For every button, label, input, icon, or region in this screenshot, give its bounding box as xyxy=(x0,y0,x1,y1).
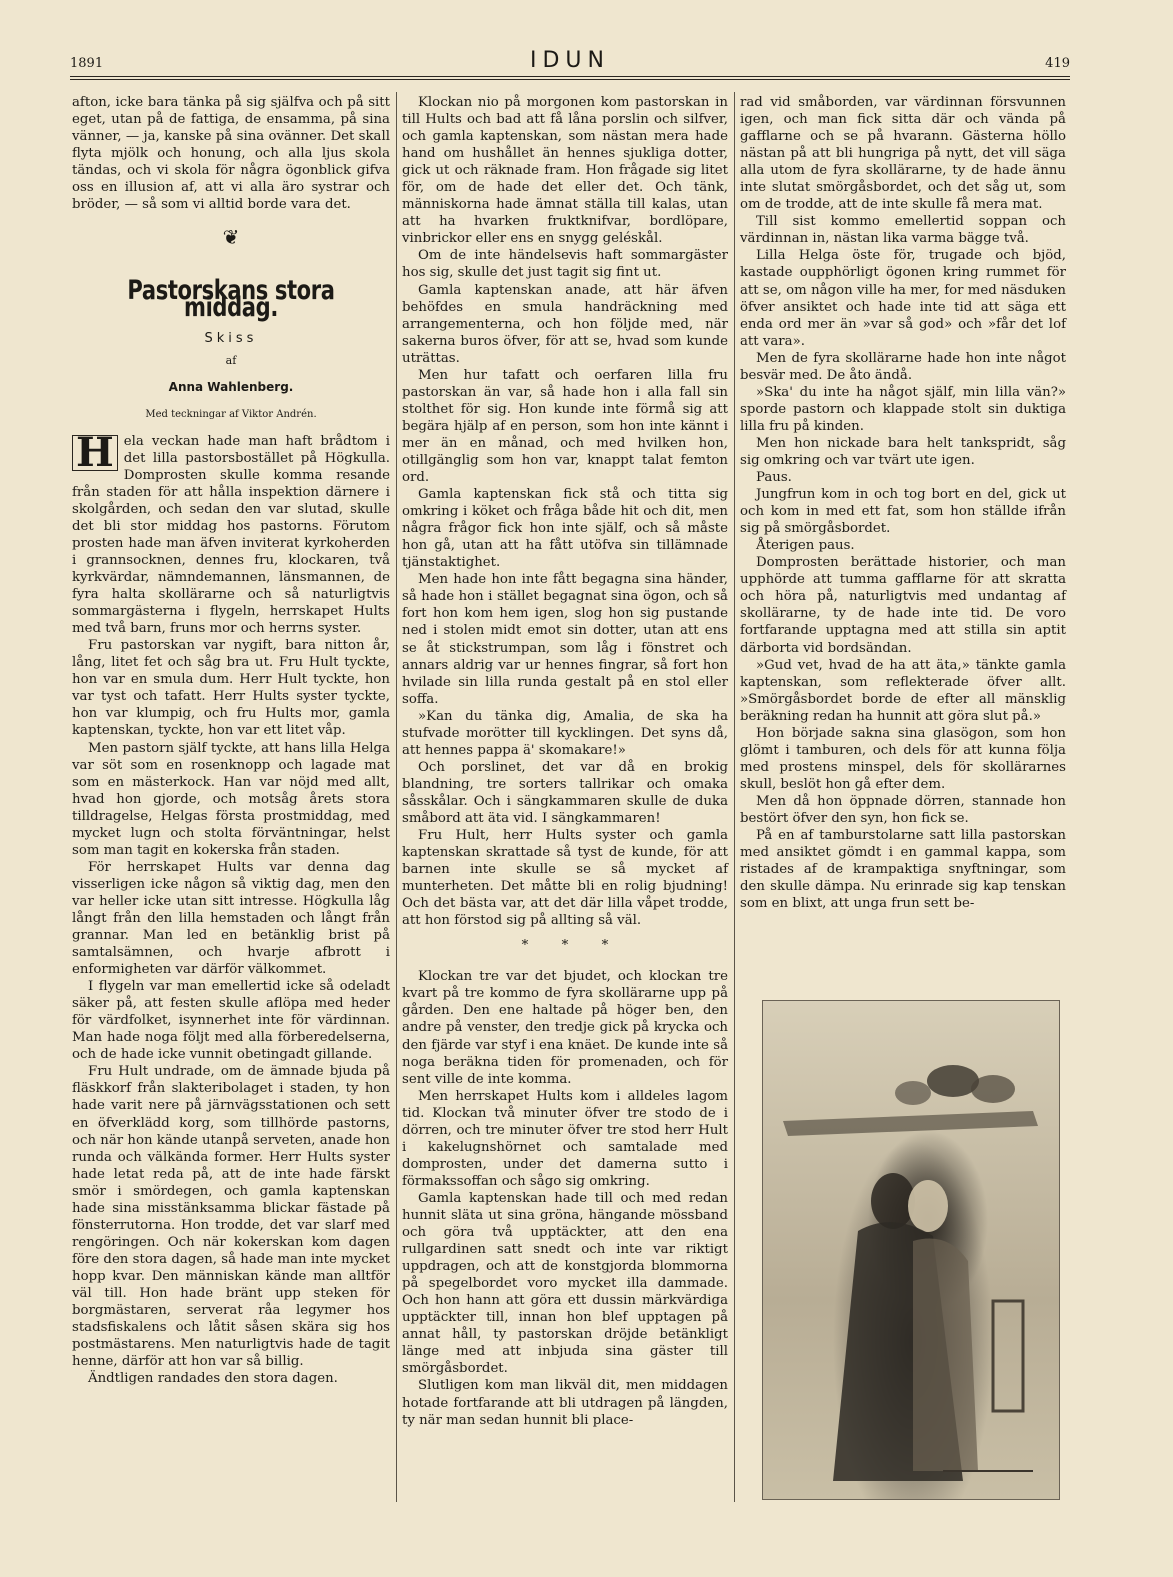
page-header xyxy=(70,48,1070,78)
star-mark: * xyxy=(561,938,569,954)
paragraph: Lilla Helga öste för, trugade och bjöd, kastade oupphörligt ögonen kring rummet för att se, om någon ville ha mer, for med näsduken öfver ansiktet och hade inte tid att säga ett enda ord mer än »var så god» och »får det lof att vara». xyxy=(740,248,1066,349)
column-divider xyxy=(734,92,735,1502)
paragraph: Till sist kommo emellertid soppan och värdinnan in, nästan lika varma bägge två. xyxy=(740,214,1066,247)
first-paragraph xyxy=(72,428,390,638)
paragraph: Slutligen kom man likväl dit, men middagen hotade fortfarande att bli utdragen på längden, ty när man sedan hunnit bli place- xyxy=(402,1378,728,1428)
page-number: 419 xyxy=(1045,56,1070,71)
author-name: Anna Wahlenberg. xyxy=(168,379,294,394)
paragraph: Gamla kaptenskan fick stå och titta sig omkring i köket och fråga både hit och dit, men några frågor fick hon inte själf, och så måste hon gå, utan att ha fått utöfva sin tillämnade tjänstaktighet. xyxy=(402,487,728,571)
star-mark: * xyxy=(601,938,609,954)
paragraph: Återigen paus. xyxy=(756,538,855,554)
paragraph: Men hade hon inte fått begagna sina händer, så hade hon i stället begagnat sina ögon, och så fort hon kom hem igen, slog hon sig pustande ned i stolen midt emot sin dotter, utan att ens se åt stickstrumpan, som låg i fönstret och annars aldrig var ur hennes fingrar, så fort hon hvilade sin lilla runda gestalt på en stol eller soffa. xyxy=(402,572,728,707)
column-3 xyxy=(740,94,1066,912)
paragraph: Och porslinet, det var då en brokig blandning, tre sorters tallrikar och omaka såsskålar. Och i sängkammaren skulle de duka småbord att äta vid. I sängkammaren! xyxy=(402,759,728,826)
paragraph: »Ska' du inte ha något själf, min lilla vän?» sporde pastorn och klappade stolt sin duktiga lilla fru på kinden. xyxy=(740,384,1066,434)
paragraph: rad vid småborden, var värdinnan försvunnen igen, och man fick sitta där och vända på gafflarne och se på hvarann. Gästerna höllo nästan på att bli hungriga på nytt, det vill säga alla utom de fyra skollärarne, ty de hade ännu inte slutat smörgåsbordet, och det såg ut, som om de trodde, att de inte skulle få mera mat. xyxy=(740,95,1066,213)
byline-af: af xyxy=(225,353,237,367)
section-break xyxy=(402,937,728,954)
intro-paragraph: afton, icke bara tänka på sig själfva och på sitt eget, utan på de fattiga, de ensamma, på sina vänner, — ja, kanske på sina ovänner. Det skall flyta mjölk och honung, och alla ljus skola tändas, och vi skola för några ögonblick gifva oss en illusion af, att vi alla äro systrar och bröder, — så som vi alltid borde vara det. xyxy=(72,95,390,213)
paragraph: Domprosten berättade historier, och man upphörde att tumma gafflarne för att skratta och höra på, naturligtvis med undantag af skollärarne, ty de hade inte tid. De voro fortfarande upptagna med att stilla sin aptit därborta vid bordsändan. xyxy=(740,555,1066,656)
paragraph: Fru Hult, herr Hults syster och gamla kaptenskan skrattade så tyst de kunde, för att barnen inte skulle se så mycket af munterheten. Det måtte bli en rolig bjudning! Och det bästa var, att det där lilla våpet trodde, att hon förstod sig på allting så väl. xyxy=(402,828,728,929)
paragraph: Hon började sakna sina glasögon, som hon glömt i tamburen, och dels för att kunna följa med prostens minspel, dels för skollärarnes skull, beslöt hon gå efter dem. xyxy=(740,725,1066,792)
paragraph: Men hur tafatt och oerfaren lilla fru pastorskan än var, så hade hon i alla fall sin stolthet för sig. Hon kunde inte förmå sig att begära hjälp af en person, som hon inte kännt i mer än en månad, och med hvilken hon, otillgänglig som hon var, knappt talat femton ord. xyxy=(402,367,728,486)
paragraph: Klockan nio på morgonen kom pastorskan in till Hults och bad att få låna porslin och silfver, och gamla kaptenskan, som nästan mera hade hand om hushållet än hennes sjukliga dotter, gick ut och räknade fram. Hon frågade sig litet för, om de hade det eller det. Och tänk, människorna hade ämnat ställa till kalas, utan att ha hvarken fruktknifvar, bordlöpare, vinbrickor eller ens en snygg geléskål. xyxy=(402,95,728,247)
paragraph: På en af tamburstolarne satt lilla pastorskan med ansiktet gömdt i en gammal kappa, som ristades af de krampaktiga snyftningar, som den skulle dämpa. Nu erinrade sig kap tenskan som en blixt, att unga frun sett be- xyxy=(740,828,1066,912)
article-subtitle: Skiss xyxy=(204,331,258,347)
paragraph: Men pastorn själf tyckte, att hans lilla Helga var söt som en rosenknopp och lagade mat som en mästerkock. Han var nöjd med allt, hvad hon gjorde, och motsåg årets stora tilldragelse, Helgas första prostmiddag, med mycket lugn och stolta förväntningar, helst som man tagit en kokerska från staden. xyxy=(72,740,390,858)
paragraph: Men då hon öppnade dörren, stannade hon bestört öfver den syn, hon fick se. xyxy=(740,793,1066,826)
paragraph: Fru Hult undrade, om de ämnade bjuda på fläskkorf från slakteribolaget i staden, ty hon hade varit nere på järnvägsstationen och sett en öfverklädd korg, som tillhörde pastorns, och när hon kände utanpå serveten, anade hon runda och välkända former. Herr Hults syster hade letat reda på, att de inte hade färskt smör i smördegen, och gamla kaptenskan hade sina misstänksamma blickar fästade på fönsterrutorna. Hon trodde, det var slarf med rengöringen. Och när kokerskan kom dagen före den stora dagen, så hade man inte mycket hopp kvar. Den människan kände man alltför väl till. Hon hade bränt upp steken för borgmästaren, serverat råa legymer hos stadsfiskalens och låtit såsen skära sig hos postmästarens. Men naturligtvis hade de tagit henne, därför att hon var så billig. xyxy=(72,1064,390,1370)
paragraph: »Kan du tänka dig, Amalia, de ska ha stufvade morötter till kycklingen. Det syns då, att hennes pappa ä' skomakare!» xyxy=(402,708,728,758)
column-divider xyxy=(396,92,397,1502)
paragraph: Paus. xyxy=(756,470,792,486)
paragraph: Gamla kaptenskan anade, att här äfven behöfdes en smula handräckning med arrangementerna, och hon följde med, när sakerna buros öfver, för att se, hvad som kunde uträttas. xyxy=(402,282,728,366)
masthead: IDUN xyxy=(530,48,610,73)
header-rule xyxy=(70,76,1070,77)
article-title: Pastorskans stora middag. xyxy=(127,275,335,324)
paragraph: Men herrskapet Hults kom i alldeles lagom tid. Klockan två minuter öfver tre stodo de i dörren, och tre minuter öfver tre stod herr Hult i kakelugnshörnet och samtalade med domprosten, under det damerna sutto i förmakssoffan och sågo sig omkring. xyxy=(402,1088,728,1189)
ornament-icon: ❦ xyxy=(222,225,240,250)
paragraph: Om de inte händelsevis haft sommargäster hos sig, skulle det just tagit sig fint ut. xyxy=(402,248,728,281)
paragraph: Jungfrun kom in och tog bort en del, gick ut och kom in med ett fat, som hon ställde ifrån sig på smörgåsbordet. xyxy=(740,487,1066,537)
paragraph: Men de fyra skollärarne hade hon inte något besvär med. De åto ändå. xyxy=(740,350,1066,383)
header-rule xyxy=(70,79,1070,80)
star-mark: * xyxy=(521,938,529,954)
paragraph: Ändtligen randades den stora dagen. xyxy=(88,1371,338,1387)
illustrator-credit: Med teckningar af Viktor Andrén. xyxy=(145,408,317,420)
column-2 xyxy=(402,94,728,1429)
first-paragraph-text: ela veckan hade man haft brådtom i det lilla pastorsbostället på Högkulla. Domprosten skulle komma resande från staden för att hålla inspektion därnere i skolgården, och sedan den var slutad, skulle det bli stor middag hos pastorns. Förutom prosten hade man äfven inviterat kyrkoherden i grannsocknen, dennes fru, klockaren, två kyrkvärdar, nämndemannen, länsmannen, de fyra halta skollärarne och så naturligtvis sommargästerna i flygeln, herrskapet Hults med två barn, fruns mor och herrns syster. xyxy=(72,433,390,637)
paragraph: I flygeln var man emellertid icke så odeladt säker på, att festen skulle aflöpa med heder för värdfolket, isynnerhet inte för värdinnan. Man hade noga följt med alla förberedelserna, och de hade icke vunnit obetingadt gillande. xyxy=(72,979,390,1063)
paragraph: För herrskapet Hults var denna dag visserligen icke någon så viktig dag, men den var heller icke utan sitt intresse. Högkulla låg långt från den lilla hemstaden och långt från grannar. Man led en betänklig brist på samtalsämnen, och hvarje afbrott i enformigheten var därför välkommet. xyxy=(72,859,390,978)
paragraph: »Gud vet, hvad de ha att äta,» tänkte gamla kaptenskan, som reflekterade öfver allt. »Smörgåsbordet borde de efter all mänsklig beräkning redan ha hunnit att göra slut på.» xyxy=(740,657,1066,724)
drop-cap: H xyxy=(72,435,118,471)
engraving-illustration xyxy=(762,1000,1060,1500)
paragraph: Fru pastorskan var nygift, bara nitton år, lång, litet fet och såg bra ut. Fru Hult tyckte, hon var en smula dum. Herr Hult tyckte, hon var tyst och tafatt. Herr Hults syster tyckte, hon var klumpig, och fru Hults mor, gamla kaptenskan, tyckte, hon var ett litet våp. xyxy=(72,638,390,739)
paragraph: Gamla kaptenskan hade till och med redan hunnit släta ut sina gröna, hängande mössband och göra två upptäckter, att den ena rullgardinen satt snedt och inte var riktigt uppdragen, och att de konstgjorda blommorna på spegelbordet voro mycket illa dammade. Och hon hann att göra ett dussin märkvärdiga upptäckter till, innan hon blef upptagen på annat håll, ty pastorskan dröjde betänkligt länge med att inbjuda sina gäster till smörgåsbordet. xyxy=(402,1190,728,1377)
paragraph: Men hon nickade bara helt tankspridt, såg sig omkring och var tvärt ute igen. xyxy=(740,435,1066,468)
paragraph: Klockan tre var det bjudet, och klockan tre kvart på tre kommo de fyra skollärarne upp på gården. Den ene haltade på höger ben, den andre på venster, den tredje gick på krycka och den fjärde var styf i ena knäet. De kunde inte så noga beräkna tiden för promenaden, och för sent ville de inte komma. xyxy=(402,969,728,1087)
year-label: 1891 xyxy=(70,56,104,71)
column-1 xyxy=(72,94,390,1387)
